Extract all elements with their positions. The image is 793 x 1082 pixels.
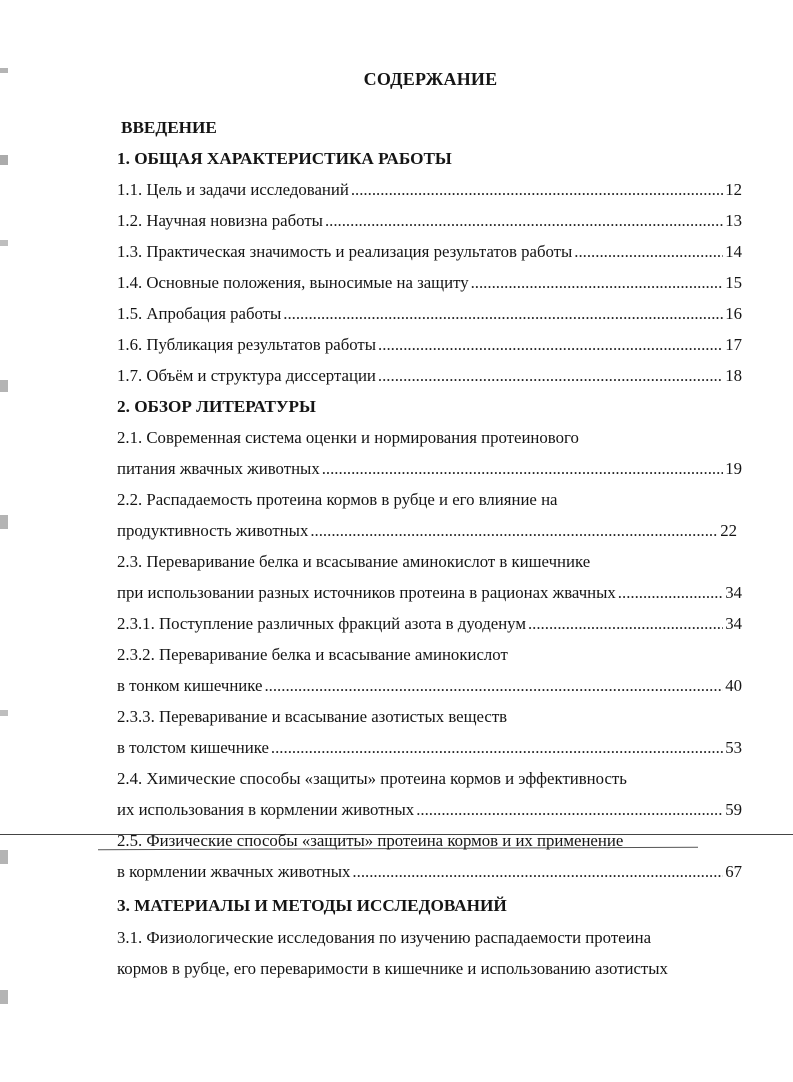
toc-label: 1.1. Цель и задачи исследований (117, 180, 349, 199)
toc-page-number: 22 (720, 521, 737, 540)
toc-entry-1-6 (117, 333, 742, 357)
toc-dot-leader (264, 674, 723, 698)
toc-entry-2-3-first-line: 2.3. Переваривание белка и всасывание аминокислот в кишечнике (117, 552, 591, 571)
toc-entry-2-3 (117, 581, 742, 605)
toc-dot-leader (283, 302, 723, 326)
toc-label: ВВЕДЕНИЕ (121, 118, 217, 137)
toc-dot-leader (471, 271, 724, 295)
toc-entry-1-2 (117, 209, 742, 233)
toc-entry-2-2 (117, 519, 737, 543)
toc-label: в тонком кишечнике (117, 676, 263, 695)
toc-entry-1-3 (117, 240, 742, 264)
toc-page-number: 18 (725, 366, 742, 385)
toc-label: в кормлении жвачных животных (117, 862, 351, 881)
toc-dot-leader (416, 798, 723, 822)
toc-page-number: 14 (725, 242, 742, 261)
toc-heading-section-3 (117, 894, 742, 918)
toc-entry-2-4-first-line: 2.4. Химические способы «защиты» протеина кормов и эффективность (117, 769, 627, 788)
toc-heading-section-2 (117, 395, 742, 419)
toc-entry-2-3-3 (117, 736, 742, 760)
toc-label: 3. МАТЕРИАЛЫ И МЕТОДЫ ИССЛЕДОВАНИЙ (117, 896, 507, 915)
toc-entry-2-1 (117, 457, 742, 481)
toc-dot-leader (618, 581, 723, 605)
toc-entry-2-1-first-line: 2.1. Современная система оценки и нормирования протеинового (117, 428, 579, 447)
toc-entry-2-5 (117, 860, 742, 884)
toc-label: их использования в кормлении животных (117, 800, 415, 819)
document-title: СОДЕРЖАНИЕ (363, 69, 498, 89)
toc-dot-leader (310, 519, 718, 543)
toc-entry-2-3-2 (117, 674, 742, 698)
toc-entry-3-1-first-line: 3.1. Физиологические исследования по изучению распадаемости протеина (117, 928, 652, 947)
toc-page-number: 53 (725, 738, 742, 757)
toc-entry-1-7 (117, 364, 742, 388)
toc-page-number: 34 (725, 583, 742, 602)
toc-label: 2.3.1. Поступление различных фракций азота в дуоденум (117, 614, 526, 633)
toc-page-number: 67 (725, 862, 742, 881)
toc-heading-introduction (121, 116, 746, 140)
toc-label: 2. ОБЗОР ЛИТЕРАТУРЫ (117, 397, 316, 416)
toc-dot-leader (378, 333, 723, 357)
toc-page-number: 16 (725, 304, 742, 323)
toc-label: питания жвачных животных (117, 459, 320, 478)
toc-entry-2-5-first-line: 2.5. Физические способы «защиты» протеина кормов и их применение (117, 831, 624, 850)
toc-label: 1.4. Основные положения, выносимые на защиту (117, 273, 469, 292)
toc-dot-leader (322, 457, 724, 481)
toc-page-number: 15 (725, 273, 742, 292)
toc-entry-2-3-1 (117, 612, 742, 636)
toc-entry-1-1 (117, 178, 742, 202)
toc-label: при использовании разных источников протеина в рационах жвачных (117, 583, 616, 602)
toc-dot-leader (528, 612, 723, 636)
toc-entry-2-2-first-line: 2.2. Распадаемость протеина кормов в рубце и его влияние на (117, 490, 558, 509)
toc-entry-1-5 (117, 302, 742, 326)
toc-dot-leader (352, 860, 723, 884)
toc-label: 1.6. Публикация результатов работы (117, 335, 377, 354)
toc-entry-2-3-3-first-line: 2.3.3. Переваривание и всасывание азотистых веществ (117, 707, 508, 726)
toc-entry-1-4 (117, 271, 742, 295)
toc-entry-2-3-2-first-line: 2.3.2. Переваривание белка и всасывание аминокислот (117, 645, 508, 664)
toc-page-number: 40 (725, 676, 742, 695)
toc-label: продуктивность животных (117, 521, 309, 540)
toc-page-number: 17 (725, 335, 742, 354)
toc-dot-leader (351, 178, 723, 202)
toc-label: 1.5. Апробация работы (117, 304, 282, 323)
toc-label: в толстом кишечнике (117, 738, 269, 757)
toc-label: 1.2. Научная новизна работы (117, 211, 323, 230)
toc-page-number: 19 (725, 459, 742, 478)
toc-label: 1. ОБЩАЯ ХАРАКТЕРИСТИКА РАБОТЫ (117, 149, 452, 168)
toc-page-number: 59 (725, 800, 742, 819)
toc-dot-leader (271, 736, 723, 760)
toc-label: 1.7. Объём и структура диссертации (117, 366, 376, 385)
toc-page-number: 13 (725, 211, 742, 230)
toc-dot-leader (378, 364, 723, 388)
toc-label: 1.3. Практическая значимость и реализация результатов работы (117, 242, 573, 261)
toc-dot-leader (574, 240, 723, 264)
toc-page-number: 12 (725, 180, 742, 199)
toc-page-number: 34 (725, 614, 742, 633)
toc-heading-section-1 (117, 147, 742, 171)
scan-margin-artifacts (0, 60, 8, 1070)
toc-entry-2-4 (117, 798, 742, 822)
toc-entry-3-1-second-line: кормов в рубце, его переваримости в кишечнике и использованию азотистых (117, 959, 668, 978)
toc-dot-leader (325, 209, 723, 233)
